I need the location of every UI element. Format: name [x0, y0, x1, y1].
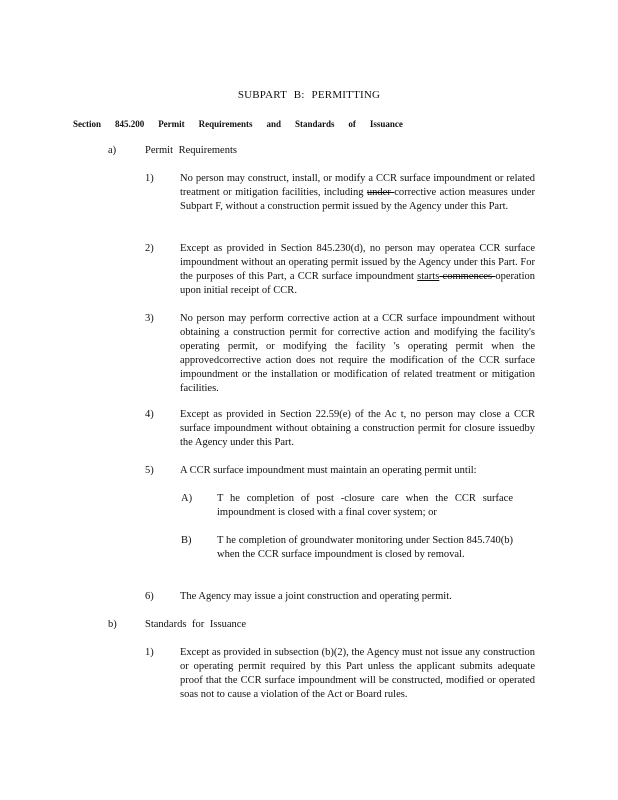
subitem-text: T he completion of post -closure care when the CCR surface impoundment is closed with a final cover system; or — [217, 493, 513, 518]
item-number: 1) — [145, 647, 154, 658]
item-text: No person may perform corrective action at a CCR surface impoundment without obtaining a construction permit for corrective action and modifying the facility's operating permit, or modifying the facility 's operating permit when the approvedcorrective action does not require the modification of the CCR surface impoundment or the installation or modification of related treatment or mitigation facilities. — [180, 313, 535, 394]
section-number: 845.200 — [114, 119, 145, 129]
section-title-word: and — [266, 119, 281, 129]
section-word: Section — [73, 119, 101, 129]
subitem-number: A) — [181, 493, 193, 504]
item-number: 4) — [145, 409, 154, 420]
text-run: Except as provided in Section 845.230(d), no person may operatea CCR surface impoundment without an operating permit issued by the Agency under this Part. For the purposes of this Part, a CCR surface impoundment — [180, 243, 535, 282]
section-heading — [73, 117, 403, 131]
subpart-heading: SUBPART B: PERMITTING — [237, 89, 381, 101]
text-run: corrective action measures under Subpart F, without a construction permit issued by the Agency under this Part. — [180, 187, 535, 212]
subsection-b-title: Standards for Issuance — [145, 619, 247, 630]
item-number: 5) — [145, 465, 154, 476]
subitem-number: B) — [181, 535, 192, 546]
subsection-a-label: a) — [108, 145, 117, 156]
item-text — [180, 172, 535, 214]
struck-text: commences — [439, 271, 496, 282]
subitem-text: T he completion of groundwater monitoring under Section 845.740(b) when the CCR surface impoundment is closed by removal. — [217, 535, 513, 560]
item-number: 1) — [145, 173, 154, 184]
section-title-word: Permit — [158, 119, 185, 129]
item-text: Except as provided in Section 22.59(e) of the Ac t, no person may close a CCR surface impoundment without obtaining a construction permit for closure issuedby the Agency under this Part. — [180, 409, 535, 448]
item-text: Except as provided in subsection (b)(2), the Agency must not issue any construction or operating permit required by this Part unless the applicant submits adequate proof that the CCR surface impoundment will be constructed, modified or operated soas not to cause a violation of the Act or Board rules. — [180, 647, 535, 700]
item-text — [180, 242, 535, 298]
section-title-word: Requirements — [198, 119, 253, 129]
item-number: 3) — [145, 313, 154, 324]
item-text: The Agency may issue a joint construction and operating permit. — [180, 591, 452, 602]
item-text: A CCR surface impoundment must maintain an operating permit until: — [180, 465, 477, 476]
subsection-b-label: b) — [108, 619, 117, 630]
subsection-a-title: Permit Requirements — [145, 145, 237, 156]
text-run: operation upon initial receipt of CCR. — [180, 271, 536, 296]
underlined-text: starts — [417, 271, 440, 282]
struck-text: under — [366, 187, 395, 198]
item-number: 6) — [145, 591, 154, 602]
section-title-word: of — [348, 119, 356, 129]
section-title-word: Issuance — [369, 119, 403, 129]
section-title-word: Standards — [294, 119, 335, 129]
text-run: No person may construct, install, or modify a CCR surface impoundment or related treatment or mitigation facilities, including — [180, 173, 535, 198]
item-number: 2) — [145, 243, 154, 254]
